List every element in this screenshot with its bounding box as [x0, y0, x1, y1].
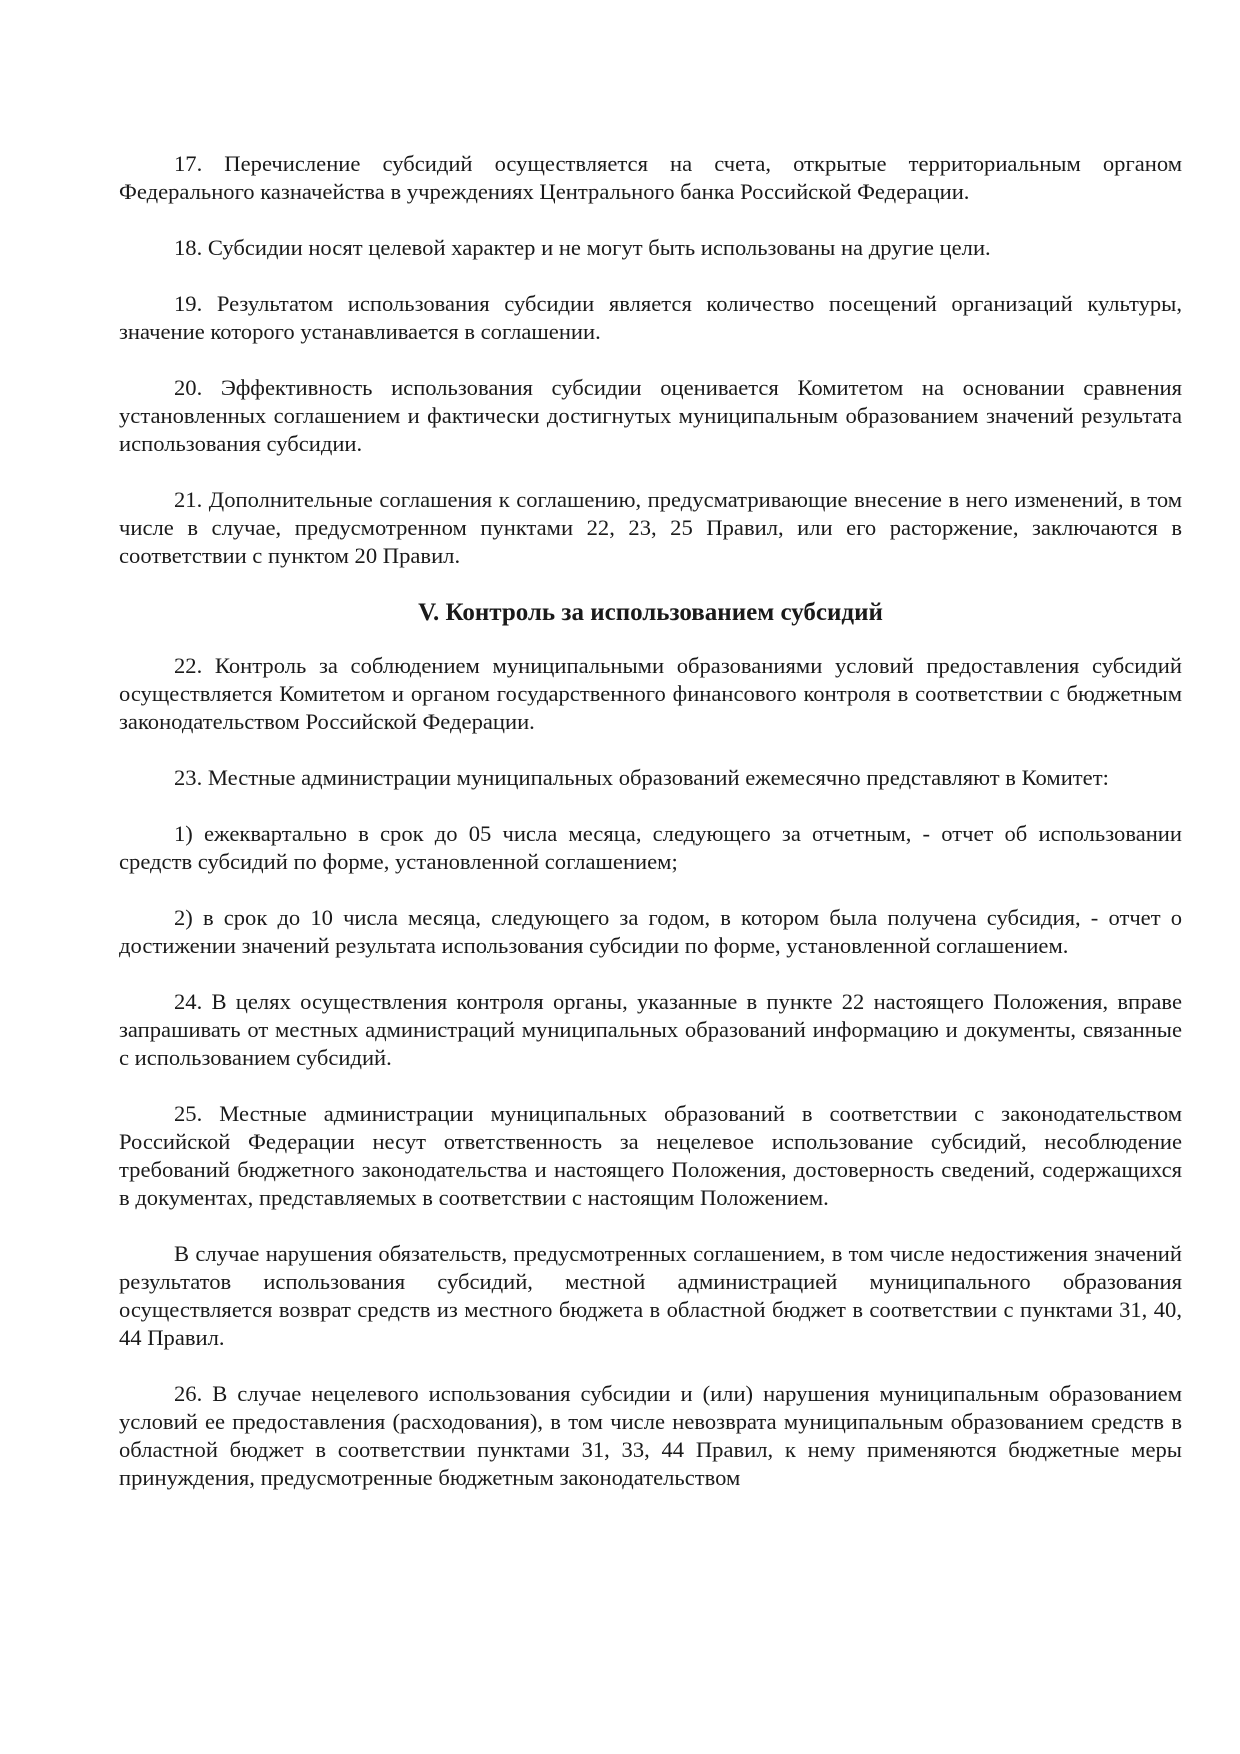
paragraph-17: 17. Перечисление субсидий осуществляется на счета, открытые территориальным органом Федерального казначейства в учреждениях Центрального банка Российской Федерации.	[119, 151, 1182, 204]
paragraph-24: 24. В целях осуществления контроля органы, указанные в пункте 22 настоящего Положения, вправе запрашивать от местных администраций муниципальных образований информацию и документы, связанные с использованием субсидий.	[119, 989, 1182, 1070]
paragraph-23-item-2: 2) в срок до 10 числа месяца, следующего за годом, в котором была получена субсидия, - отчет о достижении значений результата использования субсидии по форме, установленной соглашением.	[119, 905, 1182, 958]
paragraph-25-continued: В случае нарушения обязательств, предусмотренных соглашением, в том числе недостижения значений результатов использования субсидий, местной администрацией муниципального образования осуществляется возврат средств из местного бюджета в областной бюджет в соответствии с пунктами 31, 40, 44 Правил.	[119, 1241, 1182, 1350]
paragraph-23-item-1: 1) ежеквартально в срок до 05 числа месяца, следующего за отчетным, - отчет об использовании средств субсидий по форме, установленной соглашением;	[119, 821, 1182, 874]
paragraph-21: 21. Дополнительные соглашения к соглашению, предусматривающие внесение в него изменений, в том числе в случае, предусмотренном пунктами 22, 23, 25 Правил, или его расторжение, заключаются в соответствии с пунктом 20 Правил.	[119, 487, 1182, 568]
paragraph-23: 23. Местные администрации муниципальных образований ежемесячно представляют в Комитет:	[174, 765, 1109, 790]
document-page	[119, 150, 1182, 1520]
paragraph-20: 20. Эффективность использования субсидии оценивается Комитетом на основании сравнения установленных соглашением и фактически достигнутых муниципальным образованием значений результата использования субсидии.	[119, 375, 1182, 456]
paragraph-19: 19. Результатом использования субсидии является количество посещений организаций культуры, значение которого устанавливается в соглашении.	[119, 291, 1182, 344]
paragraph-26: 26. В случае нецелевого использования субсидии и (или) нарушения муниципальным образованием условий ее предоставления (расходования), в том числе невозврата муниципальным образованием средств в областной бюджет в соответствии пунктами 31, 33, 44 Правил, к нему применяются бюджетные меры принуждения, предусмотренные бюджетным законодательством	[119, 1381, 1182, 1490]
section-heading: V. Контроль за использованием субсидий	[418, 599, 883, 626]
paragraph-18: 18. Субсидии носят целевой характер и не могут быть использованы на другие цели.	[174, 235, 991, 260]
paragraph-25: 25. Местные администрации муниципальных образований в соответствии с законодательством Российской Федерации несут ответственность за нецелевое использование субсидий, несоблюдение требований бюджетного законодательства и настоящего Положения, достоверность сведений, содержащихся в документах, представляемых в соответствии с настоящим Положением.	[119, 1101, 1182, 1210]
paragraph-22: 22. Контроль за соблюдением муниципальными образованиями условий предоставления субсидий осуществляется Комитетом и органом государственного финансового контроля в соответствии с бюджетным законодательством Российской Федерации.	[119, 653, 1182, 734]
